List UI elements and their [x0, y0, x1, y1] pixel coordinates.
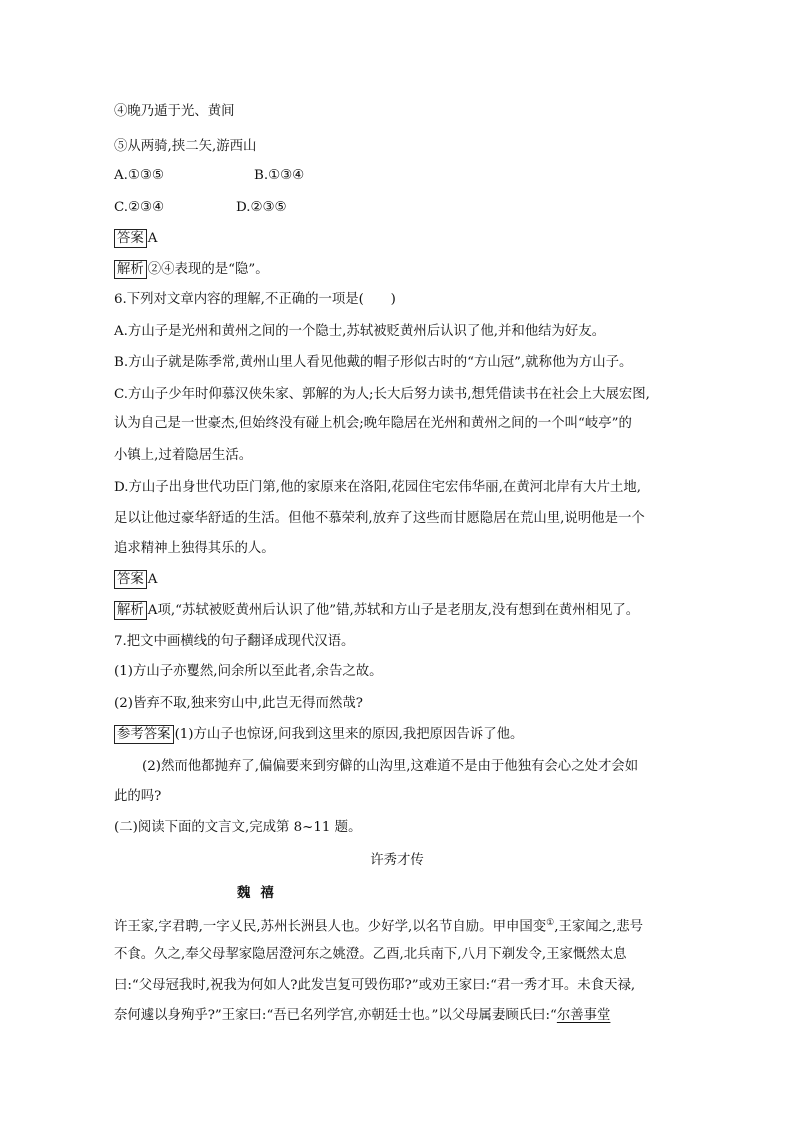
q7-reference-answer [114, 725, 523, 745]
answer-value: A [147, 572, 158, 587]
q6-option-d-line3: 追求精神上独得其乐的人。 [114, 541, 275, 556]
passage-line-2: 不食。久之,奉父母挈家隐居澄河东之姚澄。乙酉,北兵南下,八月下剃发令,王家慨然太息 [114, 947, 627, 962]
reference-answer-1: (1)方山子也惊讶,问我到这里来的原因,我把原因告诉了他。 [174, 727, 524, 742]
passage-text: 许王家,字君聘,一字乂民,苏州长洲县人也。少好学,以名节自励。甲申国变 [114, 919, 547, 935]
option-5-line: ⑤从两骑,挟二矢,游西山 [114, 139, 257, 154]
q6-option-d-line1: D.方山子出身世代功臣门第,他的家原来在洛阳,花园住宅宏伟华丽,在黄河北岸有大片土地, [114, 480, 641, 495]
reference-answer-2-line1: (2)然而他都抛弃了,偏偏要来到穷僻的山沟里,这难道不是由于他独有会心之处才会如 [142, 759, 639, 774]
passage-author: 魏禧 [237, 885, 284, 901]
q5-choice-a: A.①③⑤ [114, 168, 164, 183]
q5-choice-c: C.②③④ [114, 200, 165, 215]
q6-explanation [114, 601, 639, 621]
answer-label: 答案 [114, 570, 147, 589]
q5-choice-b: B.①③④ [254, 168, 305, 183]
q6-answer [114, 570, 157, 590]
underlined-sentence: 尔善事堂 [556, 1008, 611, 1023]
explanation-text: A项,“苏轼被贬黄州后认识了他”错,苏轼和方山子是老朋友,没有想到在黄州相见了。 [147, 603, 640, 618]
q6-option-c-line3: 小镇上,过着隐居生活。 [114, 448, 253, 463]
explanation-label: 解析 [114, 601, 147, 620]
footnote-marker: ① [546, 918, 555, 928]
passage-line-1 [114, 913, 643, 933]
q6-option-c-line1: C.方山子少年时仰慕汉侠朱家、郭解的为人;长大后努力读书,想凭借读书在社会上大展宏图, [114, 387, 650, 402]
q6-option-c-line2: 认为自己是一世豪杰,但始终没有碰上机会;晚年隐居在光州和黄州之间的一个叫“岐亭”的 [114, 416, 632, 431]
explanation-text: ②④表现的是“隐”。 [147, 262, 269, 277]
passage-line-3: 曰:“父母冠我时,祝我为何如人?此发岂复可毁伤耶?”或劝王家曰:“君一秀才耳。未食天禄, [114, 978, 636, 993]
question-6: 6.下列对文章内容的理解,不正确的一项是( ) [114, 292, 396, 307]
question-7: 7.把文中画横线的句子翻译成现代汉语。 [114, 634, 355, 649]
reference-answer-2-line2: 此的吗? [114, 789, 162, 804]
option-4-line: ④晚乃遁于光、黄间 [114, 104, 235, 119]
answer-value: A [147, 231, 158, 246]
q7-sentence-2: (2)皆弃不取,独来穷山中,此岂无得而然哉? [114, 696, 363, 711]
q6-option-d-line2: 足以让他过豪华舒适的生活。但他不慕荣利,放弃了这些而甘愿隐居在荒山里,说明他是一个 [114, 511, 645, 526]
passage-text: ,王家闻之,悲号 [554, 919, 644, 935]
q5-explanation [114, 260, 269, 280]
q6-option-a: A.方山子是光州和黄州之间的一个隐士,苏轼被贬黄州后认识了他,并和他结为好友。 [114, 324, 606, 339]
explanation-label: 解析 [114, 260, 147, 279]
q5-choice-d: D.②③⑤ [236, 200, 287, 215]
q5-answer [114, 229, 157, 249]
section-2-heading: (二)阅读下面的文言文,完成第 8~11 题。 [114, 820, 362, 835]
passage-title: 许秀才传 [370, 853, 424, 868]
passage-line-4 [114, 1006, 610, 1026]
q6-option-b: B.方山子就是陈季常,黄州山里人看见他戴的帽子形似古时的“方山冠”,就称他为方山子。 [114, 355, 633, 370]
passage-text: 奈何遽以身殉乎?”王家曰:“吾已名列学宫,亦朝廷士也。”以父母属妻顾氏曰:“ [114, 1008, 557, 1023]
q7-sentence-1: (1)方山子亦矍然,问余所以至此者,余告之故。 [114, 664, 383, 679]
answer-label: 答案 [114, 229, 147, 248]
reference-answer-label: 参考答案 [114, 725, 174, 744]
